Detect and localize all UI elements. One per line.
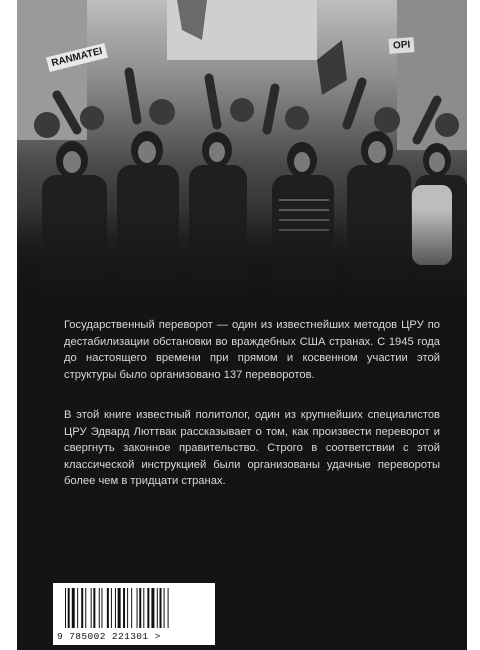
barcode-bar [157, 588, 158, 628]
isbn-barcode [53, 583, 215, 645]
photo-fade [17, 210, 467, 300]
barcode-bar [127, 588, 128, 628]
barcode-digits: 9 785002 221301 > [57, 631, 161, 642]
barcode-bar [115, 588, 116, 628]
book-back-cover [17, 0, 467, 650]
protest-sign-left: RANMATEI [46, 43, 108, 72]
barcode-bar [151, 588, 154, 628]
barcode-bar [131, 588, 132, 628]
barcode-bars [63, 588, 209, 628]
barcode-bar [107, 588, 109, 628]
barcode-bar [160, 588, 162, 628]
barcode-bar [168, 588, 169, 628]
barcode-bar [101, 588, 102, 628]
barcode-bar [164, 588, 165, 628]
barcode-bar [137, 588, 138, 628]
barcode-bar [139, 588, 141, 628]
barcode-bar [143, 588, 144, 628]
barcode-bar [118, 588, 121, 628]
barcode-bar [65, 588, 66, 628]
barcode-bar [93, 588, 95, 628]
description-paragraph-2: В этой книге известный политолог, один из крупнейших специалистов ЦРУ Эдвард Люттвак рассказывает о том, как произвести переворот и свергнуть законное правительство. Строго в соответствии с этой классической инструкцией были организованы удачные перевороты более чем в тридцати странах. [64, 409, 440, 488]
barcode-bar [91, 588, 92, 628]
barcode-bar [99, 588, 100, 628]
description-paragraph-1: Государственный переворот — один из известнейших методов ЦРУ по дестабилизации обстановки во враждебных США странах. С 1945 года до настоящего времени при прямом и косвенном участии этой структуры было организовано 137 переворотов. [64, 319, 440, 381]
barcode-bar [77, 588, 78, 628]
barcode-bar [68, 588, 70, 628]
barcode-bar [81, 588, 83, 628]
protest-sign-right: OPI [389, 37, 415, 54]
protest-crowd-photo [17, 0, 467, 300]
barcode-bar [72, 588, 75, 628]
barcode-bar [85, 588, 86, 628]
barcode-bar [123, 588, 125, 628]
barcode-bar [147, 588, 149, 628]
barcode-bar [111, 588, 112, 628]
